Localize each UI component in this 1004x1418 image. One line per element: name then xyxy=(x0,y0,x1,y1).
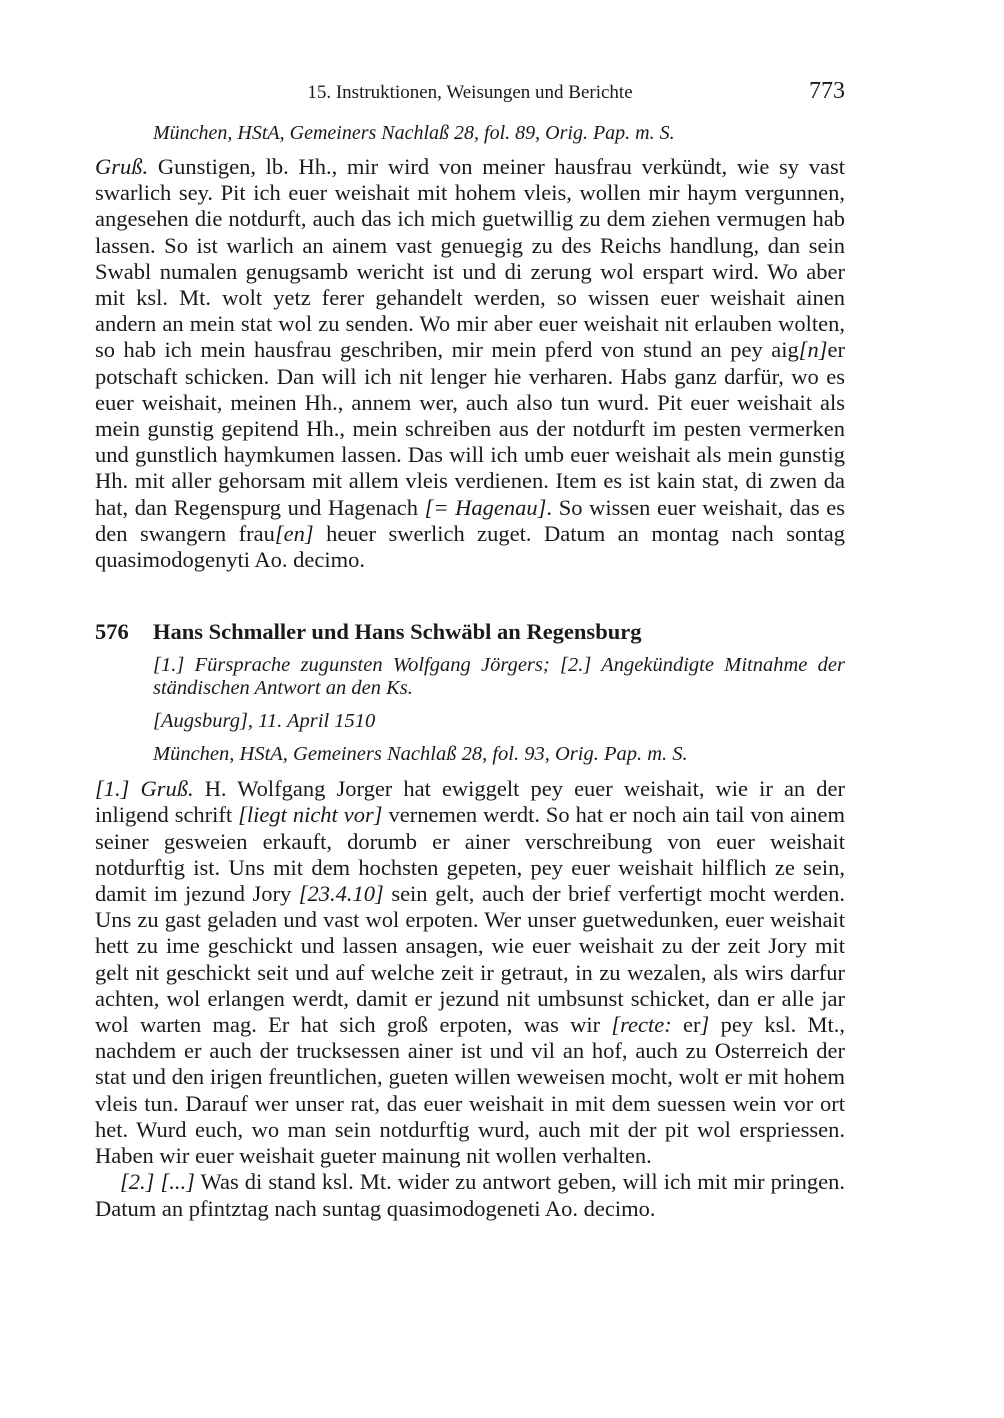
doc575-greeting: Gruß. xyxy=(95,154,149,179)
doc576-heading xyxy=(95,619,845,645)
running-head xyxy=(95,78,845,108)
doc576-title: Hans Schmaller und Hans Schwäbl an Regensburg xyxy=(153,619,642,645)
doc576-regest: [1.] Fürsprache zugunsten Wolfgang Jörgers; [2.] Angekündigte Mitnahme der ständischen Antwort an den Ks. xyxy=(153,654,845,700)
doc575-source: München, HStA, Gemeiners Nachlaß 28, fol. 89, Orig. Pap. m. S. xyxy=(153,122,675,144)
doc576-paragraph-2: [2.] [...] Was di stand ksl. Mt. wider zu antwort geben, will ich mit mir pringen. Datum an pfintztag nach suntag quasimodogeneti Ao. decimo. xyxy=(95,1169,846,1221)
doc576-place-date: [Augsburg], 11. April 1510 xyxy=(153,710,376,733)
doc575-text: Gruß. Gunstigen, lb. Hh., mir wird von meiner hausfrau verkündt, wie sy vast swarlich sey. Pit ich euer weishait mit hohem vleis, wollen mir haym vergunnen, angesehen die notdurft, auch das ich mich guetwillig zu dem ziehen vermugen hab lassen. So ist warlich an ainem vast genuegig zu des Reichs handlung, dan sein Swabl numalen genugsamb wericht ist und di zerung wol erspart wird. Wo aber mit ksl. Mt. wolt yetz ferer gehandelt werden, so wissen euer weishait ainen andern an mein stat wol zu senden. Wo mir aber euer weishait nit erlauben wolten, so hab ich mein hausfrau geschriben, mir mein pferd von stund an pey aig[n]er potschaft schicken. Dan will ich nit lenger hie verharen. Habs ganz darfür, wo es euer weishait, meinen Hh., annem wer, auch also tun wurd. Pit euer weishait als mein gunstig gepitend Hh., mein schreiben aus der notdurft im pesten vermerken und gunstlich haymkumen lassen. Das will ich umb euer weishait als mein gunstig Hh. mit aller gehorsam mit allem vleis verdienen. Item es ist kain stat, di zwen da hat, dan Regenspurg und Hagenach [= Hagenau]. So wissen euer weishait, das es den swangern frau[en] heuer swerlich zuget. Datum an montag nach sontag quasimodogenyti Ao. decimo. xyxy=(95,154,846,573)
page-number: 773 xyxy=(809,78,845,104)
running-title: 15. Instruktionen, Weisungen und Berichte xyxy=(307,82,633,103)
page-body xyxy=(95,120,845,1222)
doc576-paragraph-1: [1.] Gruß. H. Wolfgang Jorger hat ewiggelt pey euer weishait, wie ir an der inligend schrift [liegt nicht vor] vernemen werdt. So hat er noch ain tail von ainem seiner gesweien erkauft, dorumb er ainer verschreibung von euer weishait notdurftig ist. Uns mit dem hochsten gepeten, pey euer weishait hilflich ze sein, damit im jezund Jory [23.4.10] sein gelt, auch der brief verfertigt mocht werden. Uns zu gast geladen und vast wol erpoten. Wer unser guetwedunken, euer weishait hett zu ime geschickt und lassen ansagen, wie euer weishait zu der zeit Jory mit gelt nit geschickt seit und auf welche zeit ir getraut, in zu wezalen, als wirs darfur achten, wol erlangen werdt, damit er jezund nit umbsunst schicket, dan er alle jar wol warten mag. Er hat sich groß erpoten, was wir [recte: er] pey ksl. Mt., nachdem er auch der trucksessen ainer ist und vil an hof, auch zu Osterreich der stat und den irigen freuntlichen, gueten willen weweisen mocht, wolt er mit hohem vleis tun. Darauf wer unser rat, das euer weishait in mit dem suessen wein vor ort het. Wurd euch, wo man sein notdurftig wurd, auch mit der pit wol erspriessen. Haben wir euer weishait gueter mainung nit wollen verhalten. xyxy=(95,776,845,1169)
doc576-source: München, HStA, Gemeiners Nachlaß 28, fol. 93, Orig. Pap. m. S. xyxy=(153,743,688,766)
doc576-number: 576 xyxy=(95,619,129,645)
